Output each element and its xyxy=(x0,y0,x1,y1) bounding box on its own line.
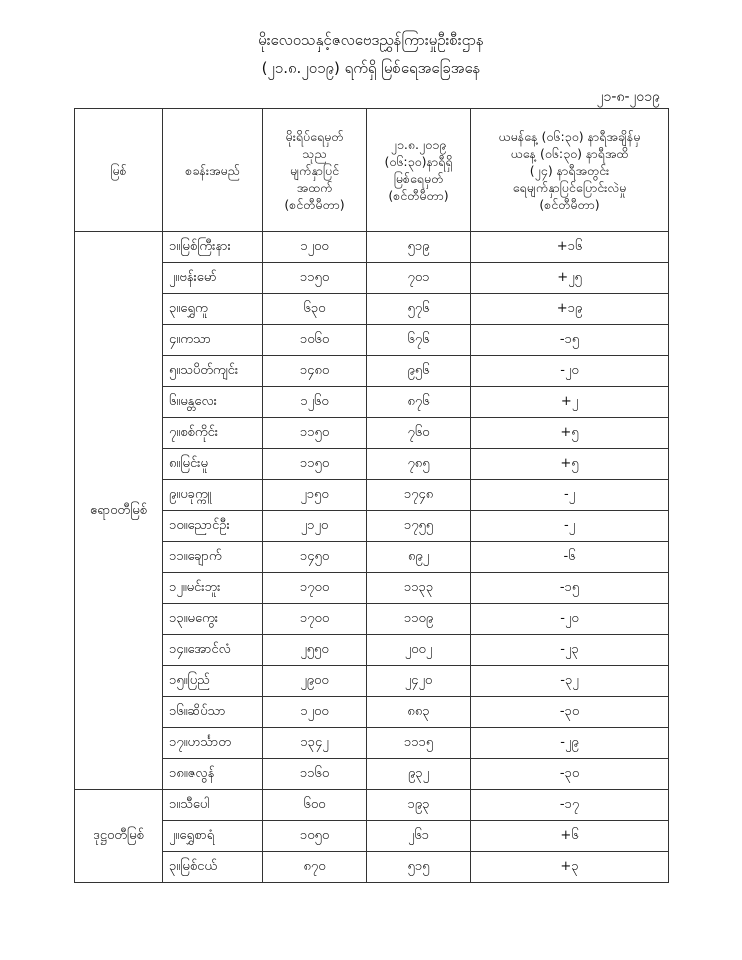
river-name-cell: ဒုဋ္ဌဝတီမြစ် xyxy=(75,790,163,883)
river-level-table xyxy=(74,108,669,883)
table-row xyxy=(75,511,669,542)
station-name-cell: ၁၀။ညောင်ဦး xyxy=(163,511,263,542)
danger-level-cell: ၁၄၈၀ xyxy=(263,356,367,387)
danger-level-cell: ၁၁၅၀ xyxy=(263,418,367,449)
current-level-cell: ၇၀၁ xyxy=(367,263,471,294)
table-row xyxy=(75,325,669,356)
station-name-cell: ၃။မြစ်ငယ် xyxy=(163,852,263,883)
current-level-cell: ၂၆၁ xyxy=(367,821,471,852)
station-name-cell: ၁။မြစ်ကြီးနား xyxy=(163,232,263,263)
table-row xyxy=(75,263,669,294)
station-name-cell: ၂။ဗန်းမော် xyxy=(163,263,263,294)
table-row xyxy=(75,759,669,790)
danger-level-cell: ၆၃၀ xyxy=(263,294,367,325)
level-change-cell: -၂၉ xyxy=(471,728,669,759)
current-level-cell: ၉၅၆ xyxy=(367,356,471,387)
station-name-cell: ၈။မြင်းမူ xyxy=(163,449,263,480)
danger-level-cell: ၁၁၆၀ xyxy=(263,759,367,790)
table-row xyxy=(75,635,669,666)
level-change-cell: +၁၉ xyxy=(471,294,669,325)
current-level-cell: ၈၉၂ xyxy=(367,542,471,573)
level-change-cell: +၁၆ xyxy=(471,232,669,263)
header-24h-change: ယမန်နေ့ (၀၆:၃၀) နာရီအချိန်မှ ယနေ့ (၀၆:၃၀) နာရီအထိ (၂၄) နာရီအတွင်း ရေမျက်နှာပြင်ပြောင်းလဲမှု (စင်တီမီတာ) xyxy=(471,109,669,232)
danger-level-cell: ၁၄၅၀ xyxy=(263,542,367,573)
station-name-cell: ၁၈။ဇလွန် xyxy=(163,759,263,790)
current-level-cell: ၅၁၉ xyxy=(367,232,471,263)
header-station: စခန်းအမည် xyxy=(163,109,263,232)
level-change-cell: +၅ xyxy=(471,449,669,480)
danger-level-cell: ၁၂၀၀ xyxy=(263,697,367,728)
station-name-cell: ၅။သပိတ်ကျင်း xyxy=(163,356,263,387)
table-row xyxy=(75,573,669,604)
danger-level-cell: ၈၇၀ xyxy=(263,852,367,883)
current-level-cell: ၂၄၂၀ xyxy=(367,666,471,697)
level-change-cell: -၆ xyxy=(471,542,669,573)
station-name-cell: ၇။စစ်ကိုင်း xyxy=(163,418,263,449)
table-row xyxy=(75,480,669,511)
header-river: မြစ် xyxy=(75,109,163,232)
current-level-cell: ၅၁၅ xyxy=(367,852,471,883)
level-change-cell: -၂၀ xyxy=(471,356,669,387)
station-name-cell: ၁၁။ချောက် xyxy=(163,542,263,573)
danger-level-cell: ၁၃၄၂ xyxy=(263,728,367,759)
table-row xyxy=(75,294,669,325)
table-row xyxy=(75,728,669,759)
level-change-cell: +၂၅ xyxy=(471,263,669,294)
current-level-cell: ၆၇၆ xyxy=(367,325,471,356)
table-row xyxy=(75,418,669,449)
station-name-cell: ၁။သီပေါ xyxy=(163,790,263,821)
table-body xyxy=(75,232,669,883)
station-name-cell: ၁၄။အောင်လံ xyxy=(163,635,263,666)
table-row xyxy=(75,821,669,852)
danger-level-cell: ၂၁၂၀ xyxy=(263,511,367,542)
report-date: ၂၁-၈-၂၀၁၉ xyxy=(596,89,660,105)
current-level-cell: ၁၇၅၅ xyxy=(367,511,471,542)
danger-level-cell: ၁၂၆၀ xyxy=(263,387,367,418)
level-change-cell: -၂၃ xyxy=(471,635,669,666)
danger-level-cell: ၂၉၀၀ xyxy=(263,666,367,697)
station-name-cell: ၄။ကသာ xyxy=(163,325,263,356)
table-row xyxy=(75,666,669,697)
danger-level-cell: ၁၂၀၀ xyxy=(263,232,367,263)
danger-level-cell: ၂၅၅၀ xyxy=(263,635,367,666)
current-level-cell: ၁၁၃၃ xyxy=(367,573,471,604)
danger-level-cell: ၂၁၅၀ xyxy=(263,480,367,511)
station-name-cell: ၉။ပခုက္ကူ xyxy=(163,480,263,511)
station-name-cell: ၆။မန္တလေး xyxy=(163,387,263,418)
current-level-cell: ၅၇၆ xyxy=(367,294,471,325)
level-change-cell: +၂ xyxy=(471,387,669,418)
level-change-cell: +၃ xyxy=(471,852,669,883)
current-level-cell: ၇၆၀ xyxy=(367,418,471,449)
level-change-cell: -၃၂ xyxy=(471,666,669,697)
station-name-cell: ၁၂။မင်းဘူး xyxy=(163,573,263,604)
current-level-cell: ၁၇၄၈ xyxy=(367,480,471,511)
header-current-level: ၂၁.၈.၂၀၁၉ (၀၆:၃၀)နာရီရှိ မြစ်ရေမှတ် (စင်တီမီတာ) xyxy=(367,109,471,232)
river-name-cell: ဧရာဝတီမြစ် xyxy=(75,232,163,790)
level-change-cell: -၁၅ xyxy=(471,325,669,356)
current-level-cell: ၂၀၀၂ xyxy=(367,635,471,666)
table-header-row xyxy=(75,109,669,232)
level-change-cell: -၁၇ xyxy=(471,790,669,821)
table-row xyxy=(75,449,669,480)
current-level-cell: ၁၁၀၉ xyxy=(367,604,471,635)
level-change-cell: -၃၀ xyxy=(471,759,669,790)
level-change-cell: -၂ xyxy=(471,480,669,511)
current-level-cell: ၉၃၂ xyxy=(367,759,471,790)
station-name-cell: ၃။ရွှေကူ xyxy=(163,294,263,325)
level-change-cell: +၅ xyxy=(471,418,669,449)
table-row xyxy=(75,356,669,387)
station-name-cell: ၁၇။ဟင်္သာတ xyxy=(163,728,263,759)
current-level-cell: ၈၇၆ xyxy=(367,387,471,418)
level-change-cell: -၂၀ xyxy=(471,604,669,635)
danger-level-cell: ၁၇၀၀ xyxy=(263,573,367,604)
table-row xyxy=(75,232,669,263)
level-change-cell: -၂ xyxy=(471,511,669,542)
danger-level-cell: ၁၀၅၀ xyxy=(263,821,367,852)
table-row xyxy=(75,542,669,573)
danger-level-cell: ၁၁၅၀ xyxy=(263,263,367,294)
station-name-cell: ၁၃။မကွေး xyxy=(163,604,263,635)
level-change-cell: -၁၅ xyxy=(471,573,669,604)
table-row xyxy=(75,604,669,635)
department-title: မိုးလေဝသနှင့်ဇလဗေဒညွှန်ကြားမှုဦးစီးဌာန xyxy=(258,31,484,49)
level-change-cell: -၃၀ xyxy=(471,697,669,728)
table-row xyxy=(75,387,669,418)
current-level-cell: ၁၉၃ xyxy=(367,790,471,821)
table-row xyxy=(75,852,669,883)
header-danger-level: မိုးရိပ်ရေမှတ် သုည မျက်နှာပြင် အထက် (စင်တီမီတာ) xyxy=(263,109,367,232)
table-row xyxy=(75,697,669,728)
current-level-cell: ၈၈၃ xyxy=(367,697,471,728)
danger-level-cell: ၁၇၀၀ xyxy=(263,604,367,635)
danger-level-cell: ၁၁၅၀ xyxy=(263,449,367,480)
station-name-cell: ၁၆။ဆိပ်သာ xyxy=(163,697,263,728)
current-level-cell: ၁၁၁၅ xyxy=(367,728,471,759)
current-level-cell: ၇၈၅ xyxy=(367,449,471,480)
table-row xyxy=(75,790,669,821)
station-name-cell: ၂။ရွှေစာရံ xyxy=(163,821,263,852)
level-change-cell: +၆ xyxy=(471,821,669,852)
report-subtitle: (၂၁.၈.၂၀၁၉) ရက်ရှိ မြစ်ရေအခြေအနေ xyxy=(261,59,481,77)
danger-level-cell: ၁၀၆၀ xyxy=(263,325,367,356)
danger-level-cell: ၆၀၀ xyxy=(263,790,367,821)
station-name-cell: ၁၅။ပြည် xyxy=(163,666,263,697)
